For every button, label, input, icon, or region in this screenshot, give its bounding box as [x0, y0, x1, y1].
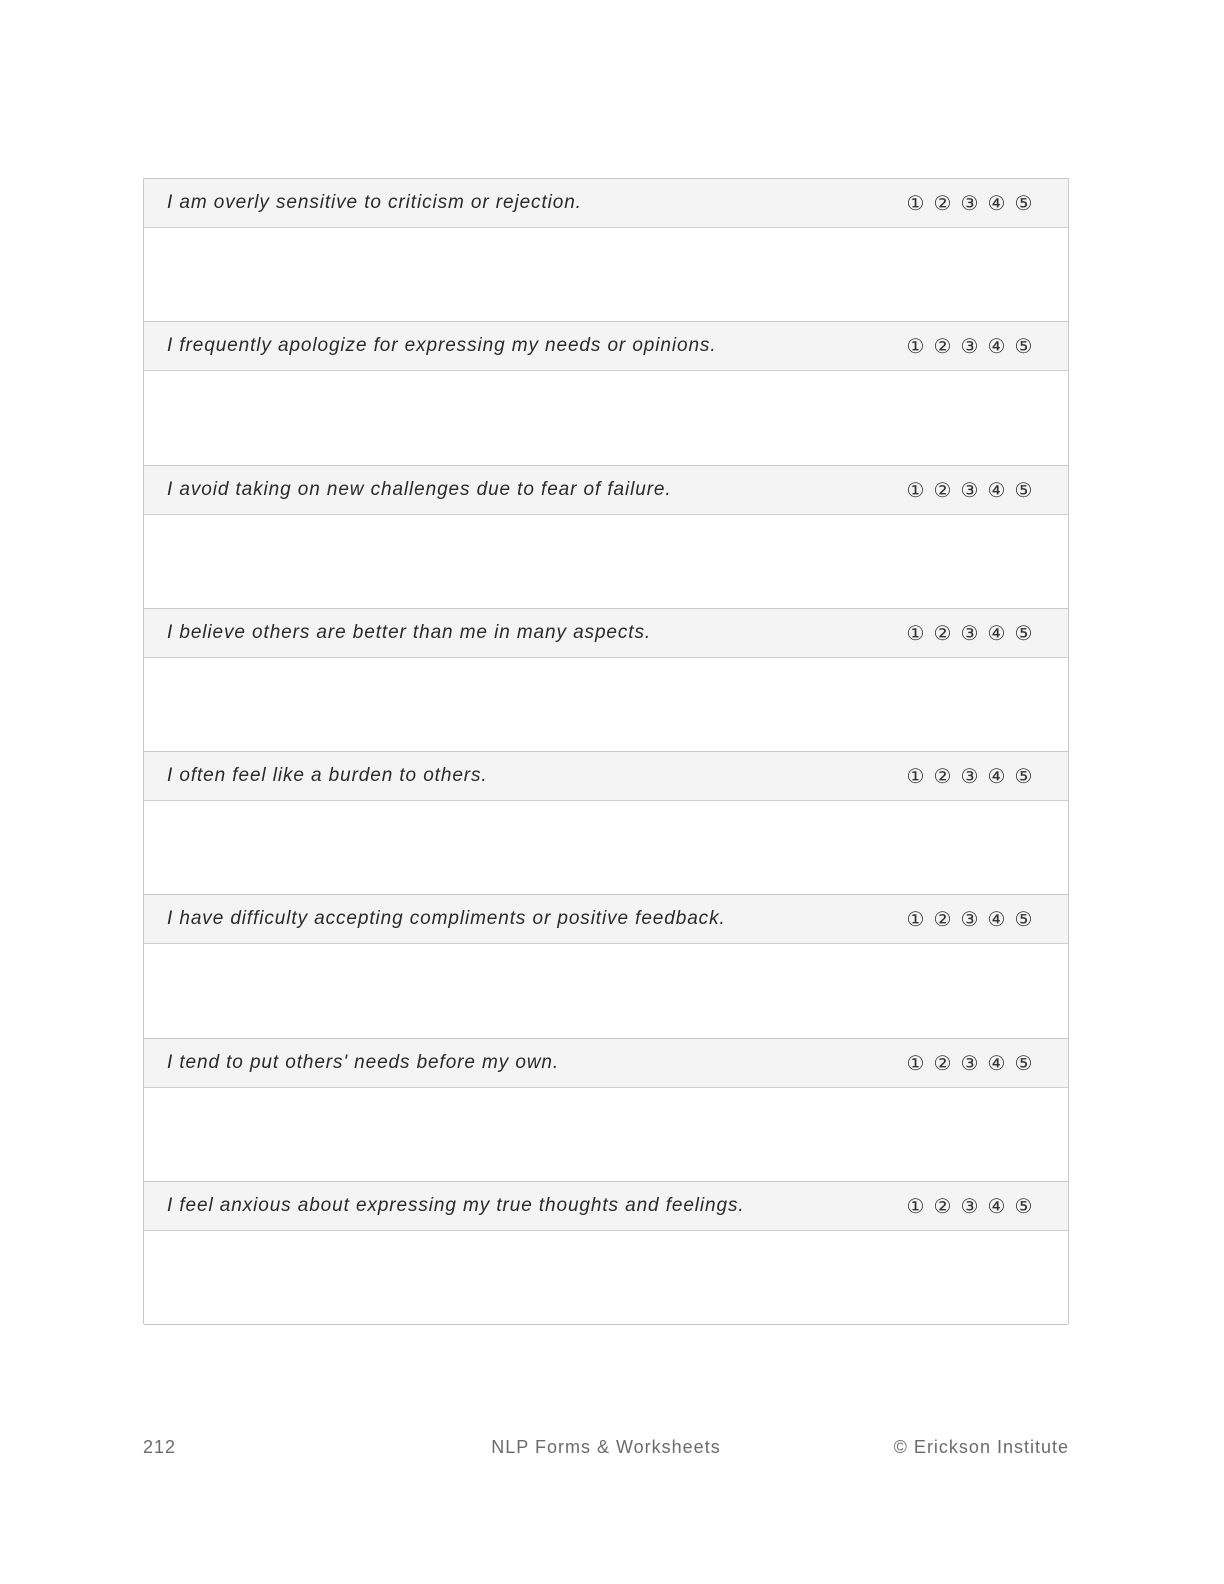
rating-option-3[interactable]: ③ — [960, 907, 979, 932]
rating-scale — [904, 1051, 1035, 1075]
response-area[interactable] — [144, 371, 1068, 464]
rating-option-4[interactable]: ④ — [987, 1050, 1006, 1075]
statement-row — [144, 752, 1068, 801]
rating-option-5[interactable]: ⑤ — [1014, 764, 1033, 788]
worksheet-item — [144, 1039, 1068, 1182]
copyright-notice: © Erickson Institute — [893, 1437, 1069, 1457]
statement-text: I often feel like a burden to others. — [167, 765, 488, 786]
rating-option-1[interactable]: ① — [906, 191, 925, 215]
worksheet-item — [144, 609, 1068, 752]
response-area[interactable] — [144, 658, 1068, 751]
response-area[interactable] — [144, 1088, 1068, 1181]
rating-option-1[interactable]: ① — [906, 334, 925, 359]
rating-option-1[interactable]: ① — [906, 1050, 925, 1075]
rating-scale — [904, 621, 1035, 645]
rating-option-2[interactable]: ② — [933, 477, 952, 502]
rating-scale — [904, 478, 1035, 502]
response-area[interactable] — [144, 515, 1068, 608]
rating-option-2[interactable]: ② — [933, 907, 952, 932]
rating-option-5[interactable]: ⑤ — [1014, 1193, 1033, 1218]
rating-option-4[interactable]: ④ — [987, 620, 1006, 645]
rating-option-2[interactable]: ② — [933, 191, 952, 215]
rating-option-4[interactable]: ④ — [987, 191, 1006, 215]
rating-option-4[interactable]: ④ — [987, 334, 1006, 359]
statement-row — [144, 466, 1068, 515]
worksheet-item — [144, 895, 1068, 1038]
worksheet-item — [144, 752, 1068, 895]
statement-row — [144, 895, 1068, 944]
page-footer — [143, 1437, 1069, 1461]
rating-scale — [904, 907, 1035, 931]
rating-option-2[interactable]: ② — [933, 334, 952, 359]
rating-option-5[interactable]: ⑤ — [1014, 334, 1033, 359]
statement-text: I frequently apologize for expressing my needs or opinions. — [167, 335, 717, 357]
rating-option-3[interactable]: ③ — [960, 191, 979, 215]
rating-option-1[interactable]: ① — [906, 907, 925, 932]
worksheet-item — [144, 179, 1068, 322]
worksheet-item — [144, 1182, 1068, 1325]
statement-row — [144, 1039, 1068, 1088]
rating-option-2[interactable]: ② — [933, 764, 952, 788]
book-title: NLP Forms & Worksheets — [491, 1437, 721, 1457]
worksheet-item — [144, 322, 1068, 465]
statement-text: I avoid taking on new challenges due to fear of failure. — [167, 478, 672, 500]
statement-text: I tend to put others' needs before my own. — [167, 1051, 560, 1073]
rating-scale — [904, 334, 1035, 358]
statement-text: I am overly sensitive to criticism or rejection. — [167, 192, 582, 213]
rating-option-1[interactable]: ① — [906, 477, 925, 502]
rating-option-4[interactable]: ④ — [987, 907, 1006, 932]
rating-option-3[interactable]: ③ — [960, 620, 979, 645]
response-area[interactable] — [144, 1231, 1068, 1324]
rating-option-5[interactable]: ⑤ — [1014, 620, 1033, 645]
rating-option-5[interactable]: ⑤ — [1014, 1050, 1033, 1075]
rating-option-4[interactable]: ④ — [987, 477, 1006, 502]
statement-text: I have difficulty accepting compliments or positive feedback. — [167, 908, 726, 930]
rating-option-3[interactable]: ③ — [960, 764, 979, 788]
rating-option-2[interactable]: ② — [933, 620, 952, 645]
rating-option-4[interactable]: ④ — [987, 764, 1006, 788]
rating-scale — [904, 1194, 1035, 1218]
rating-scale — [904, 191, 1035, 215]
rating-scale — [904, 764, 1035, 788]
statement-row — [144, 179, 1068, 228]
rating-option-3[interactable]: ③ — [960, 477, 979, 502]
rating-option-1[interactable]: ① — [906, 764, 925, 788]
response-area[interactable] — [144, 944, 1068, 1037]
worksheet-table — [143, 178, 1069, 1324]
rating-option-1[interactable]: ① — [906, 620, 925, 645]
response-area[interactable] — [144, 801, 1068, 894]
statement-text: I feel anxious about expressing my true thoughts and feelings. — [167, 1194, 745, 1216]
rating-option-5[interactable]: ⑤ — [1014, 907, 1033, 932]
statement-row — [144, 1182, 1068, 1231]
rating-option-3[interactable]: ③ — [960, 1193, 979, 1218]
rating-option-4[interactable]: ④ — [987, 1193, 1006, 1218]
rating-option-3[interactable]: ③ — [960, 334, 979, 359]
rating-option-5[interactable]: ⑤ — [1014, 191, 1033, 215]
rating-option-1[interactable]: ① — [906, 1193, 925, 1218]
statement-text: I believe others are better than me in many aspects. — [167, 621, 652, 643]
statement-row — [144, 609, 1068, 658]
page-number: 212 — [143, 1437, 177, 1457]
statement-row — [144, 322, 1068, 371]
rating-option-3[interactable]: ③ — [960, 1050, 979, 1075]
rating-option-2[interactable]: ② — [933, 1193, 952, 1218]
rating-option-2[interactable]: ② — [933, 1050, 952, 1075]
rating-option-5[interactable]: ⑤ — [1014, 477, 1033, 502]
worksheet-item — [144, 466, 1068, 609]
response-area[interactable] — [144, 228, 1068, 321]
